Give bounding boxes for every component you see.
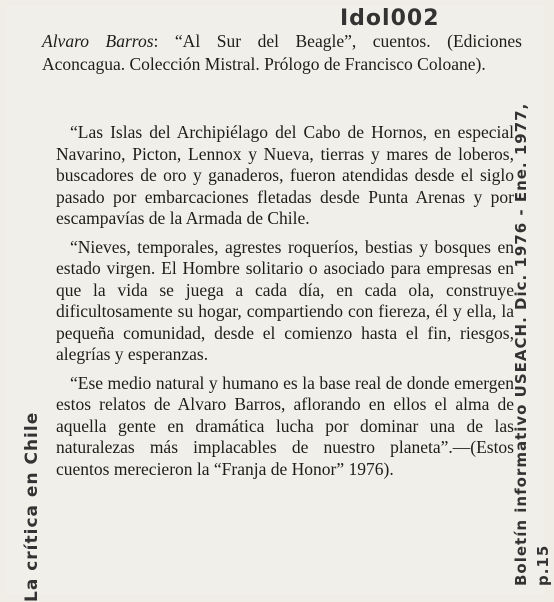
book-reference (42, 30, 522, 76)
author-name: Alvaro Barros (42, 31, 154, 51)
paragraph: “Ese medio natural y humano es la base real de donde emergen estos relatos de Alvaro Barros, aflorando en ellos el alma de aquella gente en dramática lucha por dominar una de las naturalezas más implacables de nuestro planeta”.—(Estos cuentos merecieron la “Franja de Honor” 1976). (56, 372, 514, 479)
book-citation: : “Al Sur del Beagle”, cuentos. (Ediciones Aconcagua. Colección Mistral. Prólogo de Francisco Coloane). (42, 31, 522, 74)
handwritten-catalog-code: Idol002 (340, 6, 440, 31)
handwritten-left-note: La crítica en Chile (22, 411, 42, 602)
paragraph: “Las Islas del Archipiélago del Cabo de Hornos, en especial Navarino, Picton, Lennox y Nueva, tierras y mares de loberos, buscadores de oro y ganaderos, fueron atendidas desde el siglo pasado por embarcaciones fletadas desde Punta Arenas y por escampavías de la Armada de Chile. (56, 122, 514, 228)
handwritten-source-note: Boletín informativo USEACH. Dic. 1976 - Ene. 1977, p.15 (512, 102, 552, 586)
review-body (56, 122, 514, 487)
paragraph: “Nieves, temporales, agrestes roqueríos, bestias y bosques en estado virgen. El Hombre solitario o asociado para empresas en que la vida se juega a cada día, en cada ola, construye dificultosamente su hogar, compartiendo con fiereza, él y ella, la pequeña comunidad, desde el comienzo hasta el fin, riesgos, alegrías y esperanzas. (56, 236, 514, 364)
